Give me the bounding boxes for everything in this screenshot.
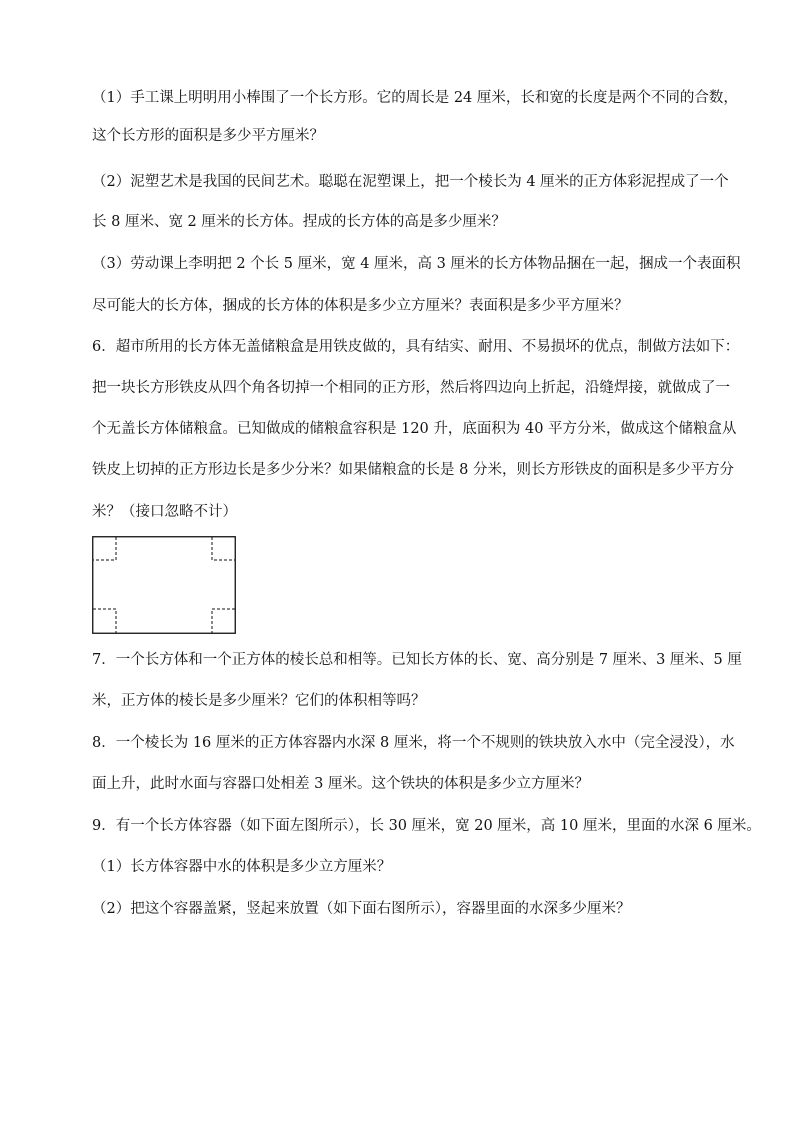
q6-line-1: 6．超市所用的长方体无盖储粮盒是用铁皮做的，具有结实、耐用、不易损坏的优点，制做方法如下：	[92, 339, 740, 355]
q5-2-line-1: （2）泥塑艺术是我国的民间艺术。聪聪在泥塑课上，把一个棱长为 4 厘米的正方体彩泥捏成了一个	[92, 174, 729, 190]
iron-sheet-diagram	[92, 536, 236, 634]
q8-line-2: 面上升，此时水面与容器口处相差 3 厘米。这个铁块的体积是多少立方厘米？	[92, 776, 589, 792]
q9-1-line: （1）长方体容器中水的体积是多少立方厘米？	[92, 859, 392, 875]
q5-1-line-1: （1）手工课上明明用小棒围了一个长方形。它的周长是 24 厘米，长和宽的长度是两个不同的合数，	[92, 90, 738, 106]
q6-line-3: 个无盖长方体储粮盒。已知做成的储粮盒容积是 120 升，底面积为 40 平方分米，做成这个储粮盒从	[92, 421, 737, 437]
cut-corner-bottom-left	[93, 609, 116, 633]
q5-3-line-1: （3）劳动课上李明把 2 个长 5 厘米，宽 4 厘米，高 3 厘米的长方体物品捆在一起，捆成一个表面积	[92, 256, 741, 272]
q8-line-1: 8．一个棱长为 16 厘米的正方体容器内水深 8 厘米，将一个不规则的铁块放入水中（完全浸没），水	[92, 735, 735, 751]
cut-corner-top-left	[93, 537, 116, 560]
q6-line-2: 把一块长方形铁皮从四个角各切掉一个相同的正方形，然后将四边向上折起，沿缝焊接，就做成了一	[92, 380, 730, 396]
q7-line-1: 7．一个长方体和一个正方体的棱长总和相等。已知长方体的长、宽、高分别是 7 厘米、3 厘米、5 厘	[92, 652, 742, 668]
q5-2-line-2: 长 8 厘米、宽 2 厘米的长方体。捏成的长方体的高是多少厘米？	[92, 214, 506, 230]
q5-1-line-2: 这个长方形的面积是多少平方厘米？	[92, 128, 324, 144]
q5-3-line-2: 尽可能大的长方体，捆成的长方体的体积是多少立方厘米？表面积是多少平方厘米？	[92, 298, 629, 314]
q6-line-4: 铁皮上切掉的正方形边长是多少分米？如果储粮盒的长是 8 分米，则长方形铁皮的面积是多少平方分	[92, 462, 734, 478]
iron-sheet-outline	[93, 537, 236, 634]
q9-line-1: 9．有一个长方体容器（如下面左图所示），长 30 厘米，宽 20 厘米，高 10 厘米，里面的水深 6 厘米。	[92, 818, 761, 834]
q7-line-2: 米，正方体的棱长是多少厘米？它们的体积相等吗？	[92, 693, 426, 709]
q6-line-5: 米？（接口忽略不计）	[92, 504, 237, 520]
cut-corner-top-right	[212, 537, 235, 560]
q9-2-line: （2）把这个容器盖紧，竖起来放置（如下面右图所示），容器里面的水深多少厘米？	[92, 901, 631, 917]
cut-corners	[93, 537, 235, 633]
cut-corner-bottom-right	[212, 609, 235, 633]
